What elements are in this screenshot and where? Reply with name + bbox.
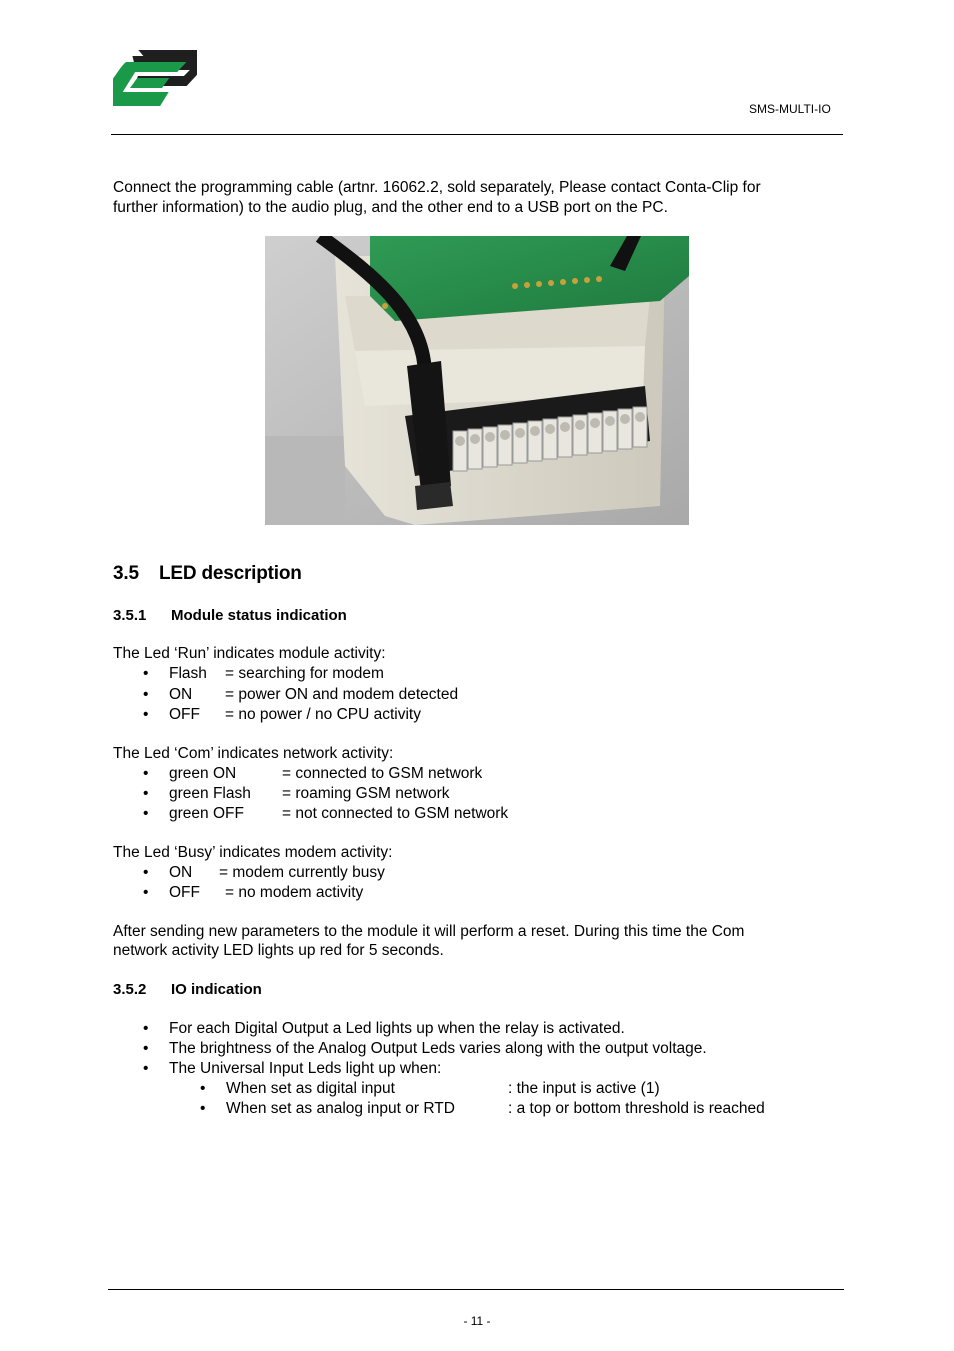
subsection-title: Module status indication [171, 607, 347, 624]
list-item: • The brightness of the Analog Output Leds varies along with the output voltage. [143, 1040, 707, 1057]
reset-line-2: network activity LED lights up red for 5 seconds. [113, 942, 444, 959]
reset-line-1: After sending new parameters to the module it will perform a reset. During this time the Com [113, 923, 745, 940]
sub-list-item: • When set as digital input : the input is active (1) [200, 1080, 660, 1097]
list-item: • green OFF = not connected to GSM network [143, 805, 509, 822]
list-item: • OFF = no power / no CPU activity [143, 706, 421, 723]
list-item: • green ON = connected to GSM network [143, 765, 483, 782]
header-rule [111, 134, 843, 135]
intro-line-1: Connect the programming cable (artnr. 16062.2, sold separately, Please contact Conta-Clip for [113, 179, 761, 196]
subsection-number: 3.5.2 [113, 981, 147, 998]
section-title: LED description [159, 563, 302, 584]
busy-led-intro: The Led ‘Busy’ indicates modem activity: [113, 844, 393, 861]
section-number: 3.5 [113, 563, 139, 584]
subsection-title: IO indication [171, 981, 262, 998]
list-item: • ON = power ON and modem detected [143, 686, 459, 703]
intro-line-2: further information) to the audio plug, and the other end to a USB port on the PC. [113, 199, 668, 216]
com-led-intro: The Led ‘Com’ indicates network activity: [113, 745, 394, 762]
list-item: • green Flash = roaming GSM network [143, 785, 450, 802]
page-number: - 11 - [463, 1314, 491, 1328]
list-item: • OFF = no modem activity [143, 884, 364, 901]
document-code: SMS-MULTI-IO [749, 102, 831, 116]
list-item: • The Universal Input Leds light up when: [143, 1060, 442, 1077]
list-item: • Flash = searching for modem [143, 665, 384, 682]
device-photo [265, 236, 689, 525]
list-item: • ON = modem currently busy [143, 864, 385, 881]
list-item: • For each Digital Output a Led lights up when the relay is activated. [143, 1020, 625, 1037]
section-heading [113, 564, 302, 584]
subsection-number: 3.5.1 [113, 607, 147, 624]
subsection-heading-2 [113, 980, 262, 1000]
conta-clip-logo [113, 48, 197, 112]
sub-list-item: • When set as analog input or RTD : a top or bottom threshold is reached [200, 1100, 765, 1117]
footer-rule [108, 1289, 844, 1290]
run-led-intro: The Led ‘Run’ indicates module activity: [113, 645, 386, 662]
subsection-heading-1 [113, 606, 347, 626]
